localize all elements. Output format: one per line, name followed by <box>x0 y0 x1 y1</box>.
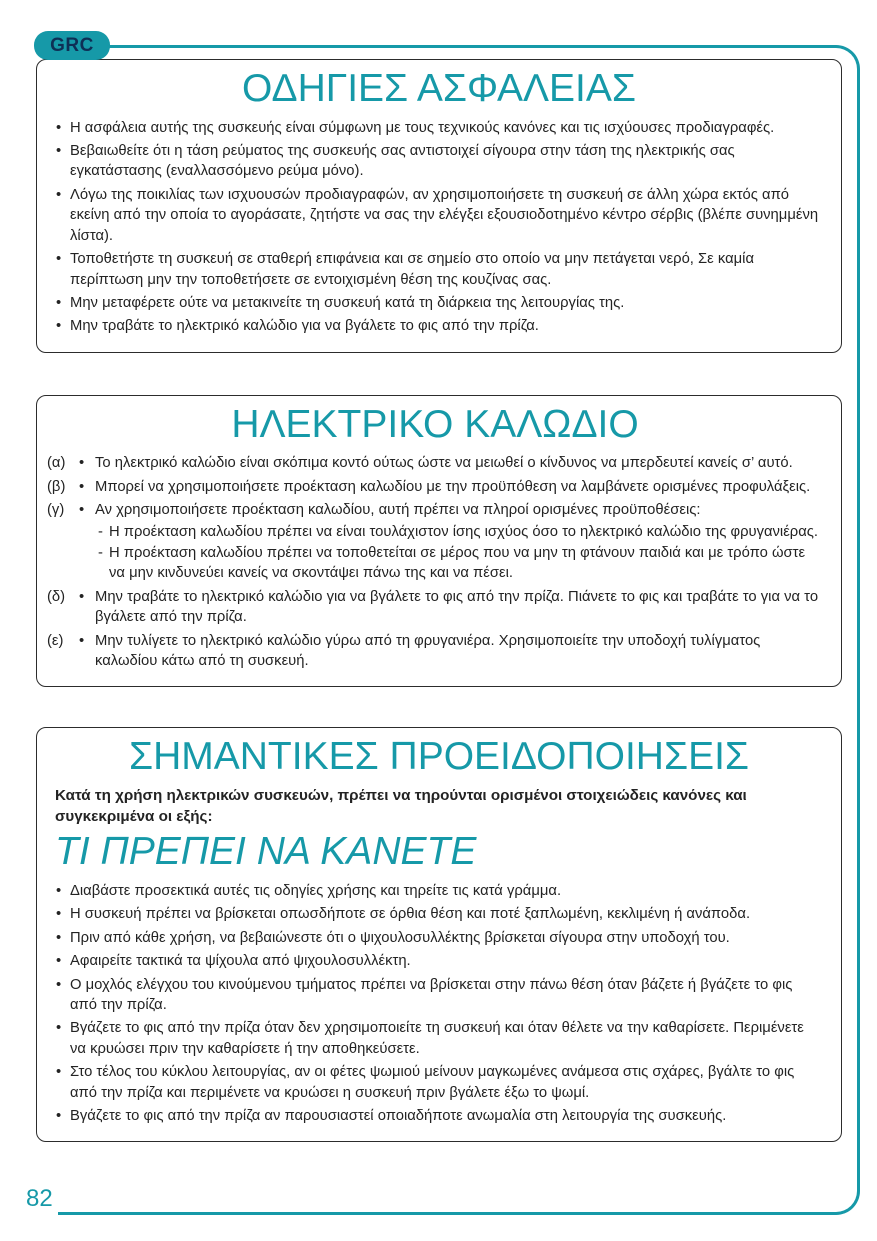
cord-item-a <box>47 453 823 473</box>
subitem-text-value: Η προέκταση καλωδίου πρέπει να τοποθετείται σε μέρος που να μην τη φτάνουν παιδιά και με τρόπο ώστε να μην κινδυνεύει κανείς να σκοντάψει πάνω της και να πέσει. <box>109 545 806 582</box>
bullet-item: • Βεβαιωθείτε ότι η τάση ρεύματος της συσκευής σας αντιστοιχεί σίγουρα στην τάση της ηλεκτρικής σας εγκατάστασης (εναλλασσόμενο ρεύμα μόνο). <box>55 141 823 182</box>
item-letter-marker: (ε) <box>47 632 64 649</box>
item-text-value: Αν χρησιμοποιήσετε προέκταση καλωδίου, αυτή πρέπει να πληροί ορισμένες προϋποθέσεις: <box>95 502 701 519</box>
item-text <box>95 631 823 672</box>
bullet-item: • Μην μεταφέρετε ούτε να μετακινείτε τη συσκευή κατά τη διάρκεια της λειτουργίας της. <box>55 293 823 313</box>
bullet-item: • Η συσκευή πρέπει να βρίσκεται οπωσδήποτε σε όρθια θέση και ποτέ ξαπλωμένη, κεκλιμένη ή ανάποδα. <box>55 904 823 924</box>
bullet-marker <box>79 500 95 584</box>
item-letter-marker: (β) <box>47 478 66 495</box>
bullet-marker <box>79 453 95 473</box>
item-text-value: Μην τραβάτε το ηλεκτρικό καλώδιο για να βγάλετε το φις από την πρίζα. Πιάνετε το φις και τραβάτε το για να το βγάλετε από την πρίζα. <box>95 588 819 626</box>
section-title-warnings: ΣΗΜΑΝΤΙΚΕΣ ΠΡΟΕΙΔΟΠΟΙΗΣΕΙΣ <box>128 735 750 779</box>
language-badge <box>34 31 110 60</box>
bullet-item: • Βγάζετε το φις από την πρίζα όταν δεν χρησιμοποιείτε τη συσκευή και όταν θέλετε να την καθαρίσετε. Περιμένετε να κρυώσει πριν την καθαρίσετε ή την αποθηκεύσετε. <box>55 1018 823 1059</box>
bullet-item: • Τοποθετήστε τη συσκευή σε σταθερή επιφάνεια και σε σημείο στο οποίο να μην πετάγεται νερό, Σε καμία περίπτωση μην την τοποθετήσετε σε εντοιχισμένη θέση της κουζίνας σας. <box>55 249 823 290</box>
bullet-item: • Ο μοχλός ελέγχου του κινούμενου τμήματος πρέπει να βρίσκεται στην πάνω θέση όταν βάζετε ή βγάζετε το φις από την πρίζα. <box>55 975 823 1016</box>
item-text <box>95 453 823 473</box>
warnings-bullet-list <box>55 881 823 1126</box>
bullet-marker <box>79 631 95 672</box>
electric-cord-box <box>36 395 842 688</box>
important-warnings-box <box>36 727 842 1142</box>
safety-bullet-list <box>55 118 823 337</box>
warnings-subtitle: ΤΙ ΠΡΕΠΕΙ ΝΑ ΚΑΝΕΤΕ <box>55 830 477 874</box>
bullet-item: • Λόγω της ποικιλίας των ισχυουσών προδιαγραφών, αν χρησιμοποιήσετε τη συσκευή σε άλλη χώρα εκτός από εκείνη από την οποία το αγοράσατε, ζητήστε να σας την ελέγξει εξουσιοδοτημένο κέντρο σέρβις (βλέπε συνημμένη λίστα). <box>55 185 823 246</box>
bullet-item: • Στο τέλος του κύκλου λειτουργίας, αν οι φέτες ψωμιού μείνουν μαγκωμένες ανάμεσα στις σχάρες, βγάλτε το φις από την πρίζα και περιμένετε να κρυώσει η συσκευή πριν βγάλετε έξω το ψωμί. <box>55 1062 823 1103</box>
bullet-item: • Η ασφάλεια αυτής της συσκευής είναι σύμφωνη με τους τεχνικούς κανόνες και τις ισχύουσες προδιαγραφές. <box>55 118 823 138</box>
bullet-marker <box>79 477 95 497</box>
safety-instructions-box <box>36 59 842 353</box>
item-letter-marker: (γ) <box>47 502 65 519</box>
bullet-item: • Μην τραβάτε το ηλεκτρικό καλώδιο για να βγάλετε το φις από την πρίζα. <box>55 316 823 336</box>
warnings-intro: Κατά τη χρήση ηλεκτρικών συσκευών, πρέπει να τηρούνται ορισμένοι στοιχειώδεις κανόνες και συγκεκριμένα οι εξής: <box>55 787 747 826</box>
cord-subitem <box>95 543 823 584</box>
page-number: 82 <box>26 1185 53 1212</box>
page-content <box>36 59 842 1142</box>
item-text <box>95 500 823 584</box>
item-text <box>95 587 823 628</box>
cord-item-list <box>47 453 823 671</box>
bullet-item: • Αφαιρείτε τακτικά τα ψίχουλα από ψιχουλοσυλλέκτη. <box>55 951 823 971</box>
bullet-marker <box>79 587 95 628</box>
cord-item-d <box>47 587 823 628</box>
cord-item-b <box>47 477 823 497</box>
subitem-text-value: Η προέκταση καλωδίου πρέπει να είναι τουλάχιστον ίσης ισχύος όσο το ηλεκτρικό καλώδιο της φρυγανιέρας. <box>109 523 819 540</box>
item-text-value: Μην τυλίγετε το ηλεκτρικό καλώδιο γύρω από τη φρυγανιέρα. Χρησιμοποιείτε την υποδοχή τυλίγματος καλωδίου κάτω από τη συσκευή. <box>95 632 761 670</box>
bullet-item: • Πριν από κάθε χρήση, να βεβαιώνεστε ότι ο ψιχουλοσυλλέκτης βρίσκεται σίγουρα στην υποδοχή του. <box>55 928 823 948</box>
bullet-item: • Διαβάστε προσεκτικά αυτές τις οδηγίες χρήσης και τηρείτε τις κατά γράμμα. <box>55 881 823 901</box>
item-letter-marker: (δ) <box>47 588 66 605</box>
item-letter-marker: (α) <box>47 455 66 472</box>
bullet-item: • Βγάζετε το φις από την πρίζα αν παρουσιαστεί οποιαδήποτε ανωμαλία στη λειτουργία της συσκευής. <box>55 1106 823 1126</box>
cord-item-e <box>47 631 823 672</box>
cord-item-c <box>47 500 823 584</box>
item-text-value: Το ηλεκτρικό καλώδιο είναι σκόπιμα κοντό ούτως ώστε να μειωθεί ο κίνδυνος να μπερδευτεί κανείς σ’ αυτό. <box>95 455 793 472</box>
item-text-value: Μπορεί να χρησιμοποιήσετε προέκταση καλωδίου με την προϋπόθεση να λαμβάνετε ορισμένες προφυλάξεις. <box>95 478 811 495</box>
cord-subitem <box>95 522 823 542</box>
section-title-cord: ΗΛΕΚΤΡΙΚΟ ΚΑΛΩΔΙΟ <box>231 402 639 446</box>
item-text <box>95 477 823 497</box>
language-badge-label: GRC <box>50 34 94 56</box>
section-title-safety: ΟΔΗΓΙΕΣ ΑΣΦΑΛΕΙΑΣ <box>242 67 636 110</box>
